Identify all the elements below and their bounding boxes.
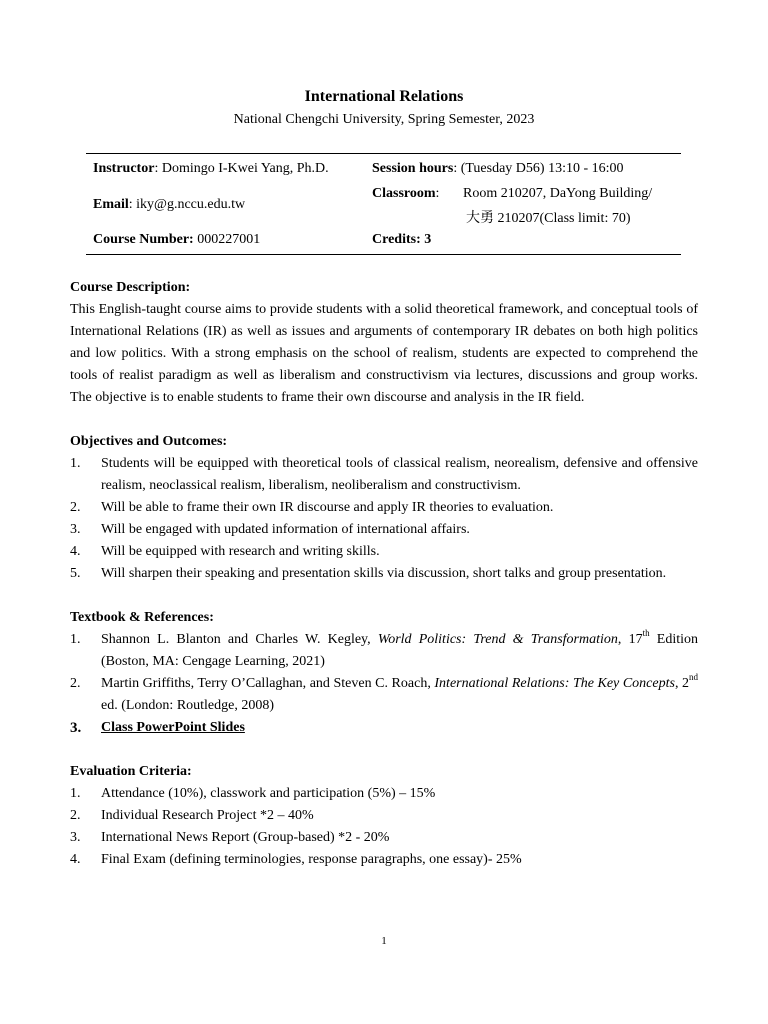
item-number: 2. (70, 500, 81, 515)
course-number-row (93, 232, 260, 248)
list-item (70, 453, 698, 497)
email-value: : iky@g.nccu.edu.tw (128, 197, 246, 212)
instructor-row (93, 161, 329, 177)
item-text: Individual Research Project *2 – 40% (101, 808, 314, 823)
session-hours-label: Session hours (372, 161, 454, 176)
list-item (70, 519, 698, 541)
reference-authors: Shannon L. Blanton and Charles W. Kegley, (101, 632, 378, 647)
list-item (70, 563, 698, 585)
list-item (70, 827, 698, 849)
objectives-heading: Objectives and Outcomes: (70, 434, 228, 449)
course-number-label: Course Number: (93, 232, 194, 247)
item-text: Final Exam (defining terminologies, response paragraphs, one essay)- 25% (101, 852, 522, 867)
item-text: Will sharpen their speaking and presentation skills via discussion, short talks and group presentation. (101, 566, 667, 581)
email-label: Email (93, 197, 129, 212)
list-item (70, 673, 698, 717)
item-number: 2. (70, 676, 81, 691)
classroom-colon: : (435, 186, 440, 201)
instructor-value: : Domingo I-Kwei Yang, Ph.D. (154, 161, 329, 176)
page-number: 1 (381, 935, 387, 947)
classroom-label-row (372, 186, 439, 202)
edition-superscript: nd (689, 672, 698, 683)
item-number: 3. (70, 522, 81, 537)
textbooks-heading: Textbook & References: (70, 610, 214, 625)
reference-authors: Martin Griffiths, Terry O’Callaghan, and Steven C. Roach, (101, 676, 435, 691)
reference-publisher: Edition (Boston, MA: Cengage Learning, 2021) (101, 632, 698, 669)
instructor-label: Instructor (93, 161, 155, 176)
item-text: Will be engaged with updated information of international affairs. (101, 522, 470, 537)
list-item (70, 629, 698, 673)
item-number: 3. (70, 830, 81, 845)
list-item (70, 783, 698, 805)
reference-publisher: ed. (London: Routledge, 2008) (101, 698, 275, 713)
course-number-value: 000227001 (193, 232, 261, 247)
course-description-text: This English-taught course aims to provide students with a solid theoretical framework, and conceptual tools of International Relations (IR) as well as issues and arguments of contemporary IR debates on both high politics and low politics. With a strong emphasis on the school of realism, students are expected to comprehend the tools of realist paradigm as well as liberalism and constructivism via lectures, discussions and group works. The objective is to enable students to frame their own discourse and analysis in the IR field. (70, 302, 698, 405)
reference-edition: , 17 (617, 632, 643, 647)
classroom-line-1: Room 210207, DaYong Building/ (463, 186, 653, 201)
credits-label: Credits: 3 (372, 232, 432, 247)
item-number: 4. (70, 544, 81, 559)
list-item (70, 541, 698, 563)
item-number: 2. (70, 808, 81, 823)
syllabus-body (70, 277, 698, 871)
classroom-label: Classroom (372, 186, 436, 201)
course-description-heading: Course Description: (70, 280, 191, 295)
item-text: International News Report (Group-based) *2 - 20% (101, 830, 390, 845)
item-text: Will be able to frame their own IR discourse and apply IR theories to evaluation. (101, 500, 554, 515)
textbooks-list (70, 629, 698, 739)
reference-title: World Politics: Trend & Transformation (377, 632, 618, 647)
item-number: 5. (70, 566, 81, 581)
reference-title: International Relations: The Key Concepts (434, 676, 675, 691)
list-item (70, 497, 698, 519)
item-number: 3. (70, 720, 82, 736)
session-hours-value: : (Tuesday D56) 13:10 - 16:00 (453, 161, 624, 176)
item-number: 4. (70, 852, 81, 867)
email-row (93, 197, 245, 213)
item-number: 1. (70, 456, 81, 471)
list-item (70, 717, 698, 739)
reference-edition: , 2 (674, 676, 689, 691)
edition-superscript: th (642, 628, 650, 639)
course-info-table (86, 153, 681, 255)
list-item (70, 805, 698, 827)
course-subtitle: National Chengchi University, Spring Semester, 2023 (233, 112, 535, 127)
evaluation-heading: Evaluation Criteria: (70, 764, 192, 779)
item-text: Students will be equipped with theoretical tools of classical realism, neorealism, defensive and offensive realism, neoclassical realism, liberalism, neoliberalism and constructivism. (101, 456, 698, 493)
course-title: International Relations (304, 88, 464, 105)
item-number: 1. (70, 786, 81, 801)
classroom-line-2: 大勇 210207(Class limit: 70) (466, 211, 631, 226)
class-slides-reference: Class PowerPoint Slides (101, 720, 245, 735)
list-item (70, 849, 698, 871)
item-number: 1. (70, 632, 81, 647)
credits-row (372, 232, 431, 248)
evaluation-list (70, 783, 698, 871)
session-hours-row (372, 161, 624, 177)
item-text: Attendance (10%), classwork and participation (5%) – 15% (101, 786, 436, 801)
objectives-list (70, 453, 698, 585)
item-text: Will be equipped with research and writing skills. (101, 544, 380, 559)
